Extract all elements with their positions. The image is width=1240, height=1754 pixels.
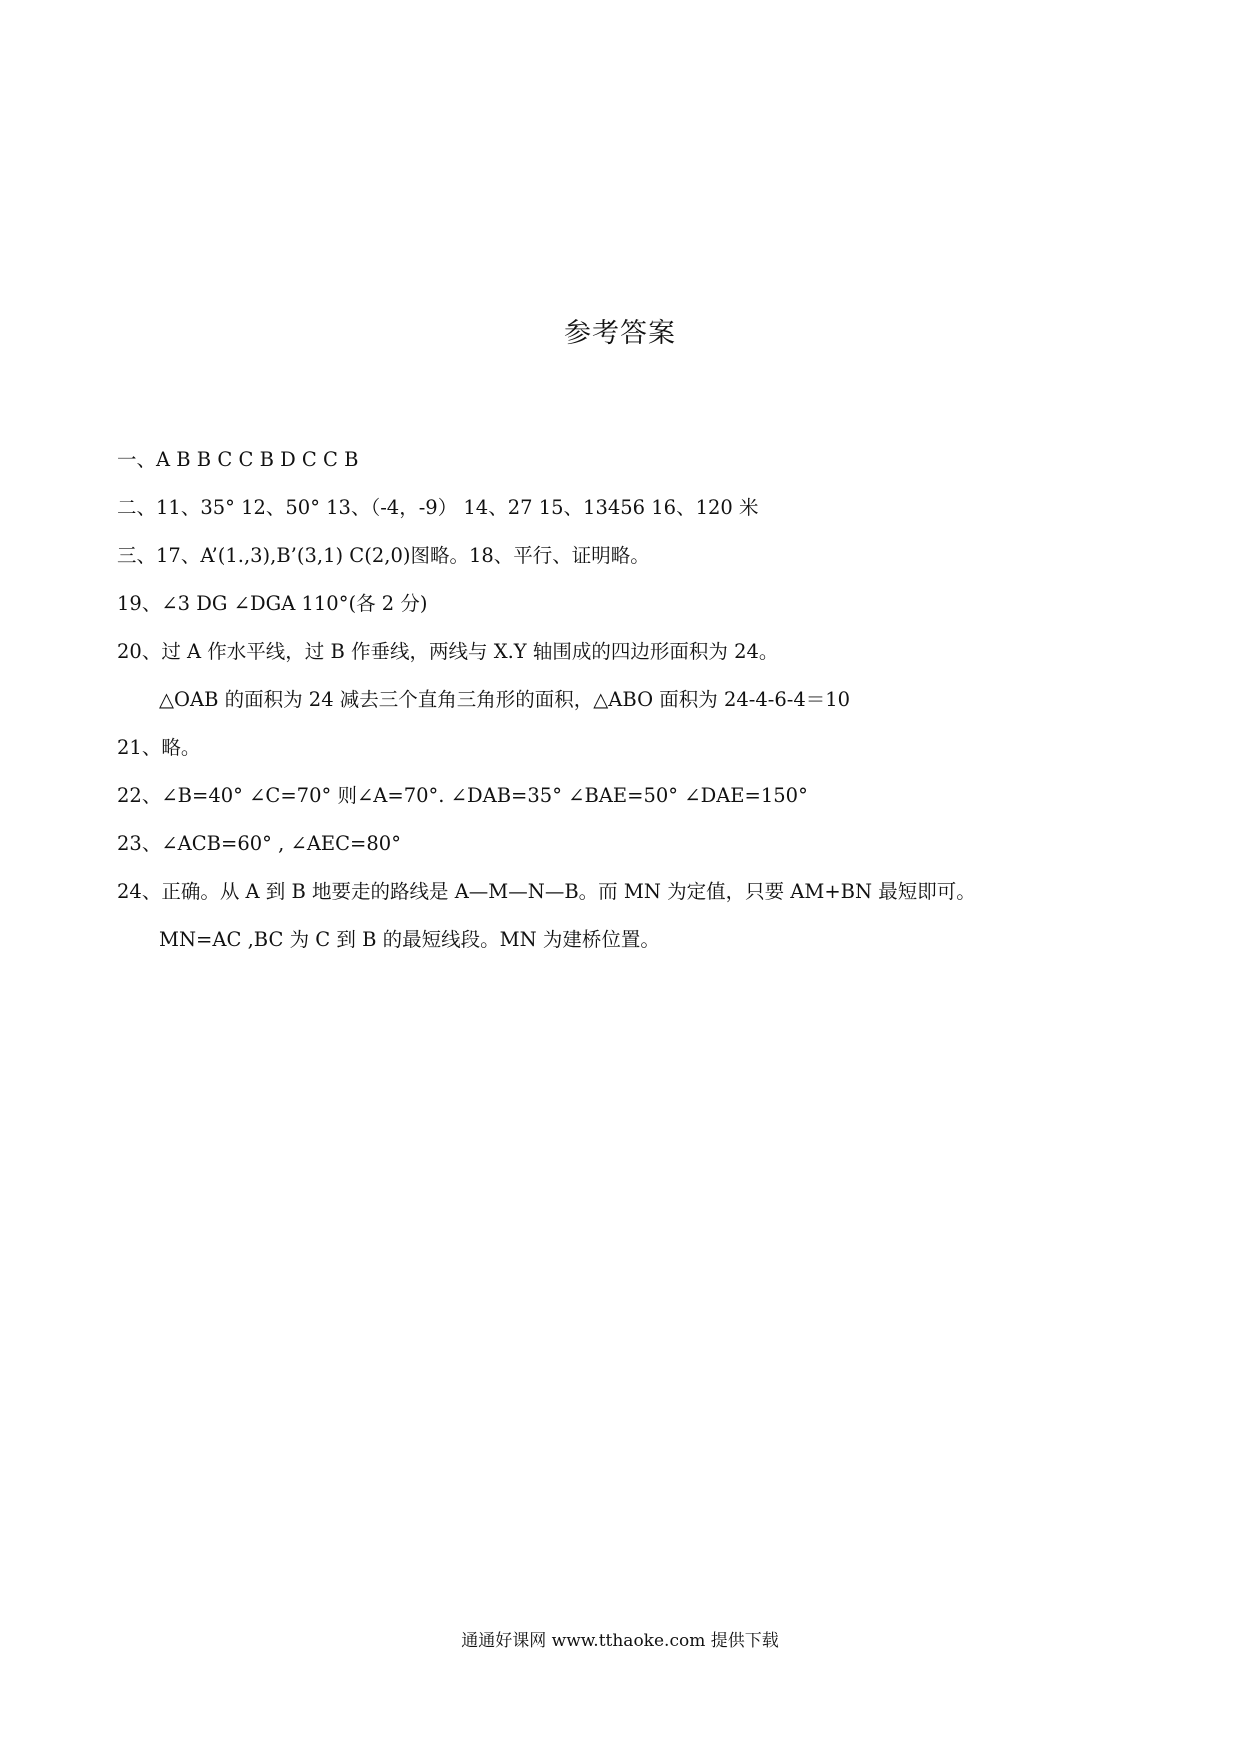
answer-line-24: 24、正确。从 A 到 B 地要走的路线是 A—M—N—B。而 MN 为定值，只要 AM+BN 最短即可。: [117, 880, 976, 903]
answer-line-24-continued: MN=AC ,BC 为 C 到 B 的最短线段。MN 为建桥位置。: [159, 928, 660, 951]
answer-list: [117, 445, 1137, 973]
answer-line-section-1: 一、A B B C C B D C C B: [117, 448, 359, 471]
answer-line-20: 20、过 A 作水平线，过 B 作垂线，两线与 X.Y 轴围成的四边形面积为 24。: [117, 640, 779, 663]
answer-line-22: 22、∠B=40° ∠C=70° 则∠A=70°. ∠DAB=35° ∠BAE=50° ∠DAE=150°: [117, 784, 808, 807]
answer-line-21: 21、略。: [117, 736, 201, 759]
footer-source-note: 通通好课网 www.tthaoke.com 提供下载: [461, 1631, 779, 1651]
page-title: 参考答案: [564, 318, 676, 349]
answer-line-23: 23、∠ACB=60° , ∠AEC=80°: [117, 832, 401, 855]
answer-line-20-continued: △OAB 的面积为 24 减去三个直角三角形的面积，△ABO 面积为 24-4-6-4＝10: [159, 688, 851, 711]
answer-line-section-2: 二、11、35° 12、50° 13、（-4，-9） 14、27 15、13456 16、120 米: [117, 496, 759, 519]
answer-line-19: 19、∠3 DG ∠DGA 110°(各 2 分): [117, 592, 428, 615]
answer-line-section-3: 三、17、A’(1.,3),B’(3,1) C(2,0)图略。18、平行、证明略。: [117, 544, 650, 567]
